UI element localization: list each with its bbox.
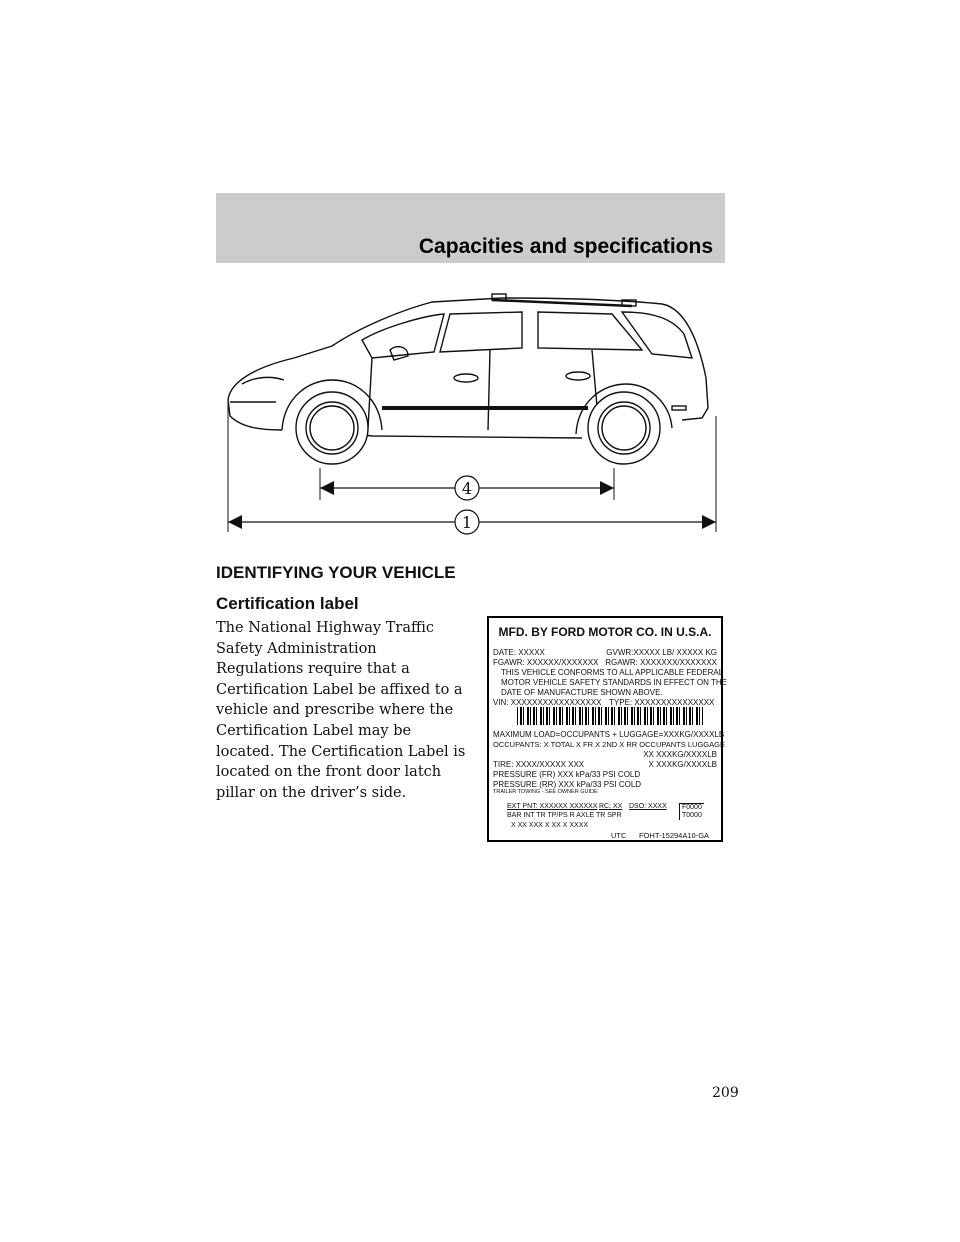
label-tire-values: X XXXKG/XXXXLB	[648, 760, 717, 769]
front-wheel	[296, 392, 368, 464]
label-values-row: X XX XXX X XX X XXXX	[511, 822, 589, 829]
overall-length-label: 1	[461, 513, 473, 532]
label-trailer: TRAILER TOWING - SEE OWNER GUIDE	[493, 789, 598, 795]
label-ext-pnt: EXT PNT: XXXXXX XXXXXX	[507, 803, 598, 810]
label-vin: VIN: XXXXXXXXXXXXXXXXX	[493, 698, 602, 707]
sub-heading: Certification label	[216, 594, 359, 613]
label-rgawr: RGAWR: XXXXXXX/XXXXXXX	[605, 658, 717, 667]
label-occupants: OCCUPANTS: X TOTAL X FR X 2ND X RR OCCUPANTS LUGGAGE	[493, 740, 725, 749]
rear-door-window	[440, 312, 522, 352]
label-utc: UTC	[611, 831, 627, 840]
label-occupants-values: XX XXXKG/XXXXLB	[643, 750, 717, 759]
label-fgawr: FGAWR: XXXXXX/XXXXXXX	[493, 658, 599, 667]
body-paragraph: The National Highway Traffic Safety Administration Regulations require that a Certification Label be affixed to a vehicle and prescribe where the Certification Label may be located. The Certification Label is located on the front door latch pillar on the driver’s side.	[216, 620, 466, 801]
label-dso: DSO: XXXX	[629, 803, 667, 810]
vin-barcode	[517, 707, 703, 725]
vehicle-illustration	[222, 288, 722, 538]
label-pressure-rr: PRESSURE (RR) XXX kPa/33 PSI COLD	[493, 780, 642, 789]
label-conform-2: MOTOR VEHICLE SAFETY STANDARDS IN EFFECT ON THE	[501, 678, 727, 687]
overall-length-dimension	[228, 510, 716, 534]
label-date: DATE: XXXXX	[493, 648, 545, 657]
vehicle-dimension-figure	[222, 288, 722, 538]
rear-wheel	[588, 392, 660, 464]
label-max-load: MAXIMUM LOAD=OCCUPANTS + LUGGAGE=XXXKG/XXXXLB	[493, 730, 725, 739]
paint-code-row	[507, 803, 722, 823]
cargo-window	[622, 312, 692, 358]
label-type: TYPE: XXXXXXXXXXXXXXX	[609, 698, 715, 707]
front-window	[362, 314, 444, 358]
page-title: Capacities and specifications	[418, 235, 713, 258]
label-conform-3: DATE OF MANUFACTURE SHOWN ABOVE.	[501, 688, 663, 697]
label-gvwr: GVWR:XXXXX LB/ XXXXX KG	[606, 648, 717, 657]
label-conform-1: THIS VEHICLE CONFORMS TO ALL APPLICABLE FEDERAL	[501, 668, 724, 677]
label-codes-row: BAR INT TR TP/PS R AXLE TR SPR	[507, 812, 622, 819]
label-figure-id: FOHT-15294A10-GA	[639, 831, 710, 840]
label-f-code: F0000	[679, 803, 704, 812]
label-t-code: T0000	[679, 812, 704, 820]
wheelbase-dimension	[320, 476, 614, 500]
section-heading: IDENTIFYING YOUR VEHICLE	[216, 563, 456, 582]
label-title: MFD. BY FORD MOTOR CO. IN U.S.A.	[498, 625, 712, 639]
page-number: 209	[712, 1085, 739, 1101]
wheelbase-label: 4	[461, 479, 473, 498]
label-tire: TIRE: XXXX/XXXXX XXX	[493, 760, 585, 769]
certification-label-figure	[487, 616, 727, 842]
label-rc: RC: XX	[599, 803, 623, 810]
label-pressure-fr: PRESSURE (FR) XXX kPa/33 PSI COLD	[493, 770, 641, 779]
header-band	[216, 193, 725, 263]
